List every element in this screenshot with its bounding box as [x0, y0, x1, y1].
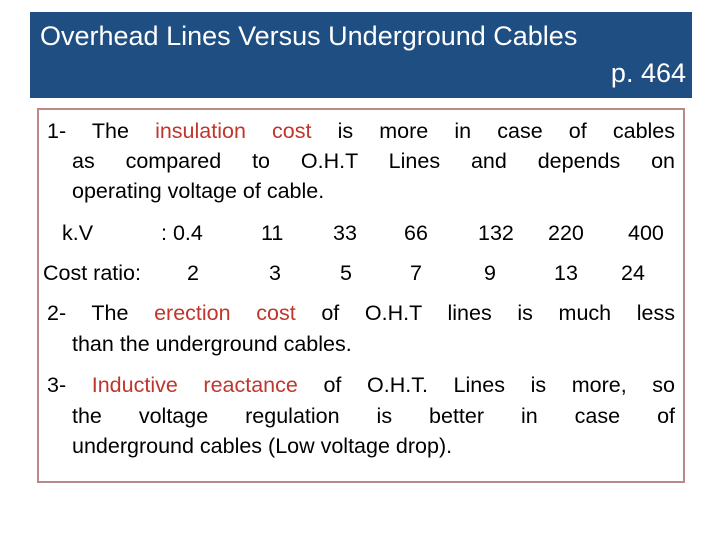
slide-title-bar: [30, 12, 692, 98]
page-reference: p. 464: [610, 58, 686, 88]
slide-title: Overhead Lines Versus Underground Cables: [40, 21, 578, 51]
kv-value: 220: [548, 221, 584, 245]
point-1-highlight: insulation cost: [155, 119, 312, 143]
kv-value: 11: [261, 221, 284, 245]
point-3-line-1: [47, 372, 675, 398]
kv-value: 400: [628, 221, 664, 245]
point-1-prefix: 1- The: [47, 119, 129, 143]
cost-ratio-value: 5: [340, 261, 352, 285]
point-2-prefix: 2- The: [47, 301, 129, 325]
point-3-prefix: 3-: [47, 373, 67, 397]
point-2-highlight: erection cost: [154, 301, 296, 325]
cost-ratio-value: 9: [484, 261, 496, 285]
point-1-line-1: [47, 118, 675, 144]
kv-value: 33: [333, 221, 357, 245]
point-2-line-2: than the underground cables.: [72, 332, 352, 356]
kv-value: : 0.4: [161, 221, 203, 245]
cost-ratio-value: 24: [621, 261, 645, 285]
point-2-suffix: of O.H.T lines is much less: [321, 301, 675, 325]
kv-value: 132: [478, 221, 514, 245]
kv-value: 66: [404, 221, 428, 245]
cost-ratio-label: Cost ratio:: [43, 261, 141, 285]
point-1-suffix: is more in case of cables: [337, 119, 676, 143]
point-3-line-3: underground cables (Low voltage drop).: [72, 434, 453, 458]
content-box: [37, 108, 685, 483]
kv-label: k.V: [62, 221, 94, 245]
cost-ratio-value: 3: [269, 261, 281, 285]
cost-ratio-value: 13: [554, 261, 578, 285]
point-3-line-2: the voltage regulation is better in case of: [72, 404, 675, 428]
point-1-line-2: as compared to O.H.T Lines and depends on: [72, 149, 675, 173]
point-2-line-1: [47, 300, 675, 326]
cost-ratio-value: 2: [187, 261, 199, 285]
point-3-suffix: of O.H.T. Lines is more, so: [323, 373, 675, 397]
point-1-line-3: operating voltage of cable.: [72, 179, 325, 203]
cost-ratio-value: 7: [410, 261, 422, 285]
point-3-highlight: Inductive reactance: [91, 373, 298, 397]
